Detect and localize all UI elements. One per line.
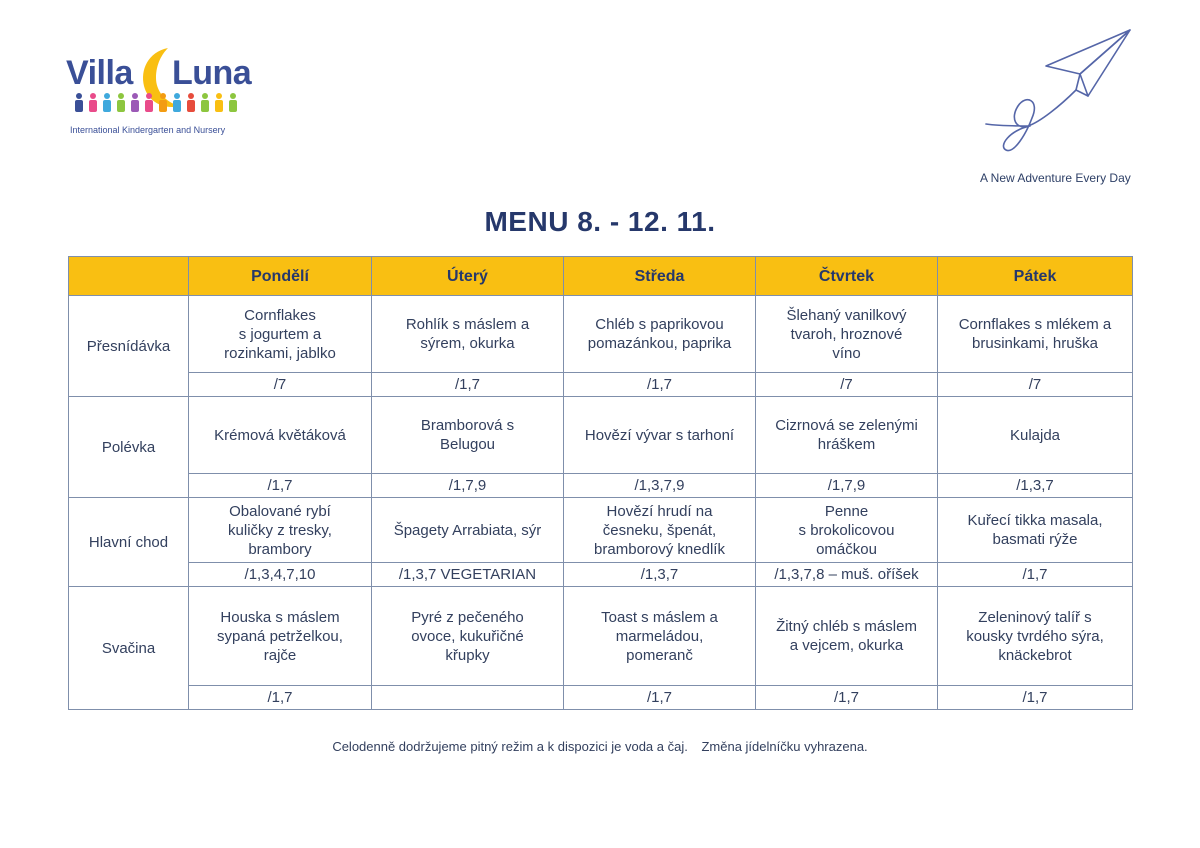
allergen-cell-monday: /1,7 bbox=[189, 686, 372, 710]
header-corner-cell bbox=[69, 257, 189, 296]
allergen-cell-friday: /1,7 bbox=[938, 563, 1133, 587]
table-header-row bbox=[69, 257, 1133, 296]
allergen-row bbox=[69, 686, 1133, 710]
footer-change-note: Změna jídelníčku vyhrazena. bbox=[701, 739, 868, 754]
meal-label: Svačina bbox=[69, 587, 189, 710]
allergen-row bbox=[69, 563, 1133, 587]
logo-subtitle: International Kindergarten and Nursery bbox=[70, 125, 226, 135]
footer-note bbox=[0, 739, 1200, 754]
allergen-cell-thursday: /7 bbox=[756, 373, 938, 397]
meal-label: Polévka bbox=[69, 397, 189, 498]
header-day-friday: Pátek bbox=[938, 257, 1133, 296]
dish-cell-tuesday: Bramborová s Belugou bbox=[372, 397, 564, 474]
villa-luna-logo bbox=[66, 40, 256, 140]
dish-cell-thursday: Cizrnová se zelenými hráškem bbox=[756, 397, 938, 474]
allergen-cell-wednesday: /1,3,7,9 bbox=[564, 474, 756, 498]
dish-cell-monday: Cornflakes s jogurtem a rozinkami, jablko bbox=[189, 296, 372, 373]
table-row bbox=[69, 498, 1133, 563]
allergen-cell-wednesday: /1,7 bbox=[564, 686, 756, 710]
allergen-cell-tuesday: /1,3,7 VEGETARIAN bbox=[372, 563, 564, 587]
meal-label: Přesnídávka bbox=[69, 296, 189, 397]
dish-cell-thursday: Šlehaný vanilkový tvaroh, hroznové víno bbox=[756, 296, 938, 373]
allergen-cell-tuesday: /1,7,9 bbox=[372, 474, 564, 498]
allergen-cell-friday: /1,3,7 bbox=[938, 474, 1133, 498]
allergen-cell-wednesday: /1,3,7 bbox=[564, 563, 756, 587]
dish-cell-tuesday: Pyré z pečeného ovoce, kukuřičné křupky bbox=[372, 587, 564, 686]
dish-cell-wednesday: Hovězí hrudí na česneku, špenát, bramborový knedlík bbox=[564, 498, 756, 563]
dish-cell-tuesday: Rohlík s máslem a sýrem, okurka bbox=[372, 296, 564, 373]
dish-cell-wednesday: Chléb s paprikovou pomazánkou, paprika bbox=[564, 296, 756, 373]
allergen-row bbox=[69, 373, 1133, 397]
dish-cell-friday: Kulajda bbox=[938, 397, 1133, 474]
dish-cell-wednesday: Toast s máslem a marmeládou, pomeranč bbox=[564, 587, 756, 686]
paper-plane-icon bbox=[980, 26, 1140, 162]
dish-cell-thursday: Žitný chléb s máslem a vejcem, okurka bbox=[756, 587, 938, 686]
dish-cell-monday: Houska s máslem sypaná petrželkou, rajče bbox=[189, 587, 372, 686]
allergen-cell-tuesday: /1,7 bbox=[372, 373, 564, 397]
table-row bbox=[69, 296, 1133, 373]
table-row bbox=[69, 587, 1133, 686]
dish-cell-wednesday: Hovězí vývar s tarhoní bbox=[564, 397, 756, 474]
page-title: MENU 8. - 12. 11. bbox=[484, 206, 716, 237]
footer-drinking-note: Celodenně dodržujeme pitný režim a k dispozici je voda a čaj. bbox=[332, 739, 688, 754]
table-row bbox=[69, 397, 1133, 474]
meal-label: Hlavní chod bbox=[69, 498, 189, 587]
logo-word-luna: Luna bbox=[172, 54, 252, 92]
dish-cell-tuesday: Špagety Arrabiata, sýr bbox=[372, 498, 564, 563]
allergen-cell-thursday: /1,3,7,8 – muš. oříšek bbox=[756, 563, 938, 587]
dish-cell-monday: Obalované rybí kuličky z tresky, brambory bbox=[189, 498, 372, 563]
dish-cell-friday: Cornflakes s mlékem a brusinkami, hruška bbox=[938, 296, 1133, 373]
dish-cell-friday: Kuřecí tikka masala, basmati rýže bbox=[938, 498, 1133, 563]
allergen-cell-monday: /7 bbox=[189, 373, 372, 397]
tagline: A New Adventure Every Day bbox=[980, 171, 1131, 185]
allergen-cell-thursday: /1,7,9 bbox=[756, 474, 938, 498]
allergen-cell-friday: /7 bbox=[938, 373, 1133, 397]
header-day-monday: Pondělí bbox=[189, 257, 372, 296]
dish-cell-monday: Krémová květáková bbox=[189, 397, 372, 474]
allergen-cell-monday: /1,3,4,7,10 bbox=[189, 563, 372, 587]
dish-cell-friday: Zeleninový talíř s kousky tvrdého sýra, knäckebrot bbox=[938, 587, 1133, 686]
dish-cell-thursday: Penne s brokolicovou omáčkou bbox=[756, 498, 938, 563]
allergen-cell-wednesday: /1,7 bbox=[564, 373, 756, 397]
allergen-row bbox=[69, 474, 1133, 498]
header-day-wednesday: Středa bbox=[564, 257, 756, 296]
children-figures-icon bbox=[72, 92, 242, 114]
logo-word-villa: Villa bbox=[66, 54, 133, 92]
header-day-tuesday: Úterý bbox=[372, 257, 564, 296]
header-day-thursday: Čtvrtek bbox=[756, 257, 938, 296]
allergen-cell-monday: /1,7 bbox=[189, 474, 372, 498]
allergen-cell-friday: /1,7 bbox=[938, 686, 1133, 710]
allergen-cell-tuesday bbox=[372, 686, 564, 710]
allergen-cell-thursday: /1,7 bbox=[756, 686, 938, 710]
weekly-menu-table bbox=[68, 256, 1133, 710]
